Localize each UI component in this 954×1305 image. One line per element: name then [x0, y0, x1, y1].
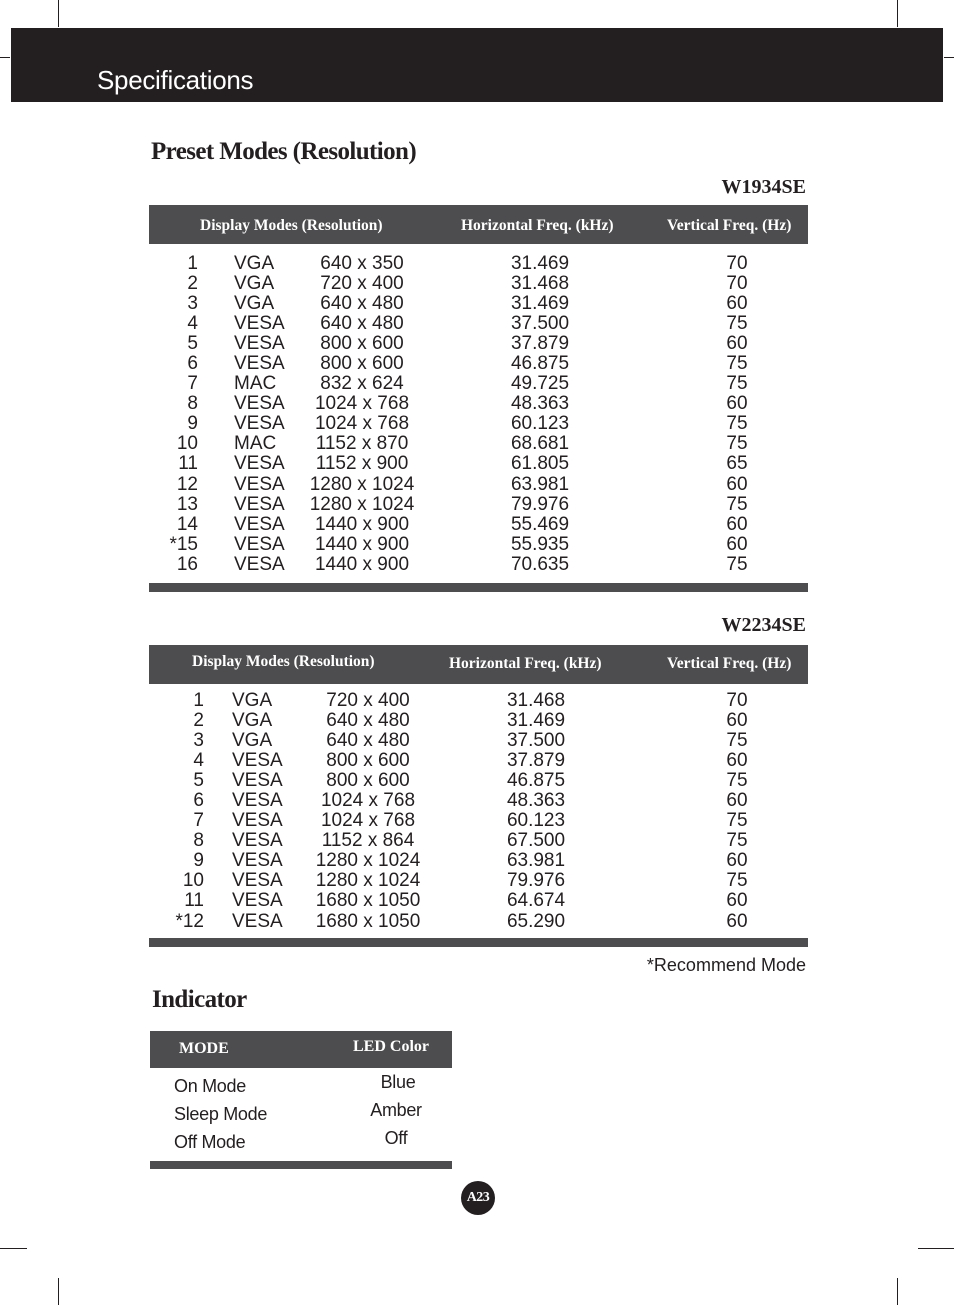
horizontal-frequency: 37.500 [506, 730, 566, 752]
mode-number: 2 [187, 273, 198, 295]
mode-number: 12 [176, 473, 198, 495]
vertical-frequency: 60 [726, 850, 748, 872]
mode-standard: VESA [232, 770, 283, 792]
indicator-footer-rule [150, 1161, 452, 1169]
column-header-mode: MODE [179, 1040, 229, 1057]
horizontal-frequency: 37.879 [506, 750, 566, 772]
mode-number: 4 [187, 313, 198, 335]
horizontal-frequency: 31.468 [506, 690, 566, 711]
table-row [149, 354, 808, 374]
indicator-title: Indicator [152, 986, 247, 1013]
column-header-vertical-freq: Vertical Freq. (Hz) [667, 217, 792, 234]
mode-standard: VGA [232, 730, 273, 752]
vertical-frequency: 60 [726, 910, 748, 932]
table-row [149, 751, 808, 771]
vertical-frequency: 75 [726, 433, 748, 455]
crop-mark [918, 1248, 954, 1249]
mode-resolution: 640 x 480 [320, 313, 404, 335]
horizontal-frequency: 63.981 [506, 850, 566, 872]
mode-resolution: 1280 x 1024 [309, 493, 415, 515]
mode-resolution: 1152 x 900 [315, 453, 409, 475]
table-row [149, 495, 808, 515]
column-header-horizontal-freq: Horizontal Freq. (kHz) [461, 217, 614, 234]
model-label: W1934SE [721, 176, 806, 198]
mode-standard: VESA [232, 890, 283, 912]
crop-mark [0, 57, 10, 58]
table-row [149, 334, 808, 354]
vertical-frequency: 60 [726, 513, 748, 535]
mode-resolution: 832 x 624 [320, 373, 404, 395]
mode-resolution: 1024 x 768 [314, 393, 410, 415]
mode-standard: VESA [234, 533, 285, 555]
table-row [149, 555, 808, 575]
table-row [149, 871, 808, 891]
mode-number: 6 [193, 790, 204, 812]
horizontal-frequency: 31.469 [510, 293, 570, 315]
mode-standard: VESA [232, 790, 283, 812]
mode-resolution: 1152 x 864 [321, 830, 415, 852]
mode-resolution: 1024 x 768 [320, 810, 416, 832]
vertical-frequency: 75 [726, 413, 748, 435]
page-number: A23 [461, 1181, 495, 1215]
mode-number: *12 [175, 910, 204, 932]
horizontal-frequency: 55.935 [510, 533, 570, 555]
column-header-display-modes: Display Modes (Resolution) [192, 653, 375, 670]
table-row [149, 691, 808, 711]
table-row [149, 771, 808, 791]
vertical-frequency: 60 [726, 890, 748, 912]
mode-number: 3 [187, 293, 198, 315]
mode-number: 7 [187, 373, 198, 395]
vertical-frequency: 75 [726, 870, 748, 892]
mode-resolution: 640 x 480 [320, 293, 404, 315]
table-row [149, 294, 808, 314]
mode-resolution: 1680 x 1050 [315, 890, 421, 912]
mode-number: 5 [187, 333, 198, 355]
indicator-led-color: Amber [370, 1100, 422, 1120]
table-row [149, 711, 808, 731]
mode-standard: MAC [234, 433, 277, 455]
table-header [149, 645, 808, 684]
vertical-frequency: 75 [726, 493, 748, 515]
table-row [149, 811, 808, 831]
table-footer-rule [149, 938, 808, 947]
vertical-frequency: 60 [726, 790, 748, 812]
mode-standard: VESA [232, 870, 283, 892]
mode-standard: VESA [232, 750, 283, 772]
mode-resolution: 800 x 600 [320, 353, 404, 375]
mode-standard: VESA [234, 313, 285, 335]
table-footer-rule [149, 583, 808, 592]
mode-resolution: 1024 x 768 [314, 413, 410, 435]
mode-number: 14 [176, 513, 198, 535]
crop-mark [0, 1248, 27, 1249]
vertical-frequency: 75 [726, 770, 748, 792]
mode-number: 7 [193, 810, 204, 832]
mode-number: 16 [176, 553, 198, 575]
mode-resolution: 640 x 350 [320, 253, 404, 274]
horizontal-frequency: 37.879 [510, 333, 570, 355]
horizontal-frequency: 49.725 [510, 373, 570, 395]
mode-standard: VGA [232, 690, 273, 711]
horizontal-frequency: 60.123 [506, 810, 566, 832]
mode-resolution: 1440 x 900 [314, 513, 410, 535]
vertical-frequency: 75 [726, 553, 748, 575]
mode-number: 4 [193, 750, 204, 772]
mode-standard: VESA [234, 493, 285, 515]
column-header-display-modes: Display Modes (Resolution) [200, 217, 383, 234]
mode-standard: VESA [234, 413, 285, 435]
mode-standard: VESA [232, 910, 283, 932]
mode-number: 9 [187, 413, 198, 435]
horizontal-frequency: 63.981 [510, 473, 570, 495]
mode-number: 10 [182, 870, 204, 892]
vertical-frequency: 65 [726, 453, 748, 475]
mode-standard: VESA [234, 513, 285, 535]
vertical-frequency: 60 [726, 393, 748, 415]
mode-number: 1 [187, 253, 198, 274]
vertical-frequency: 75 [726, 730, 748, 752]
table-row [149, 731, 808, 751]
crop-mark [944, 57, 954, 58]
table-row [149, 535, 808, 555]
table-row [149, 374, 808, 394]
mode-resolution: 720 x 400 [320, 273, 404, 295]
page-title: Specifications [97, 65, 254, 95]
vertical-frequency: 60 [726, 473, 748, 495]
mode-standard: VESA [234, 333, 285, 355]
horizontal-frequency: 68.681 [510, 433, 570, 455]
mode-standard: VESA [234, 473, 285, 495]
mode-standard: VESA [234, 393, 285, 415]
crop-mark [897, 0, 898, 27]
vertical-frequency: 60 [726, 750, 748, 772]
mode-standard: VGA [234, 253, 275, 274]
mode-standard: MAC [234, 373, 277, 395]
preset-table-w1934se [149, 254, 808, 575]
mode-resolution: 1280 x 1024 [309, 473, 415, 495]
vertical-frequency: 60 [726, 710, 748, 732]
mode-number: 10 [176, 433, 198, 455]
table-row [149, 414, 808, 434]
mode-standard: VESA [232, 850, 283, 872]
vertical-frequency: 70 [726, 690, 748, 711]
mode-standard: VGA [232, 710, 273, 732]
mode-number: 11 [178, 453, 198, 475]
horizontal-frequency: 60.123 [510, 413, 570, 435]
header-bar [11, 28, 943, 102]
indicator-mode: Off Mode [174, 1132, 246, 1152]
preset-table-w2234se [149, 691, 808, 932]
table-row [149, 891, 808, 911]
column-header-horizontal-freq: Horizontal Freq. (kHz) [449, 655, 602, 672]
table-row [149, 851, 808, 871]
mode-number: 9 [193, 850, 204, 872]
table-row [149, 434, 808, 454]
table-header [149, 205, 808, 244]
mode-number: 5 [193, 770, 204, 792]
mode-number: 2 [193, 710, 204, 732]
table-row [149, 254, 808, 274]
recommend-mode-note: *Recommend Mode [646, 955, 806, 975]
mode-resolution: 640 x 480 [326, 730, 410, 752]
mode-standard: VESA [234, 553, 285, 575]
mode-resolution: 1280 x 1024 [315, 870, 421, 892]
mode-resolution: 1680 x 1050 [315, 910, 421, 932]
preset-modes-title: Preset Modes (Resolution) [151, 138, 417, 165]
mode-number: 6 [187, 353, 198, 375]
mode-number: 1 [193, 690, 204, 711]
vertical-frequency: 70 [726, 273, 748, 295]
vertical-frequency: 60 [726, 533, 748, 555]
vertical-frequency: 75 [726, 313, 748, 335]
mode-number: 8 [193, 830, 204, 852]
vertical-frequency: 60 [726, 293, 748, 315]
horizontal-frequency: 31.469 [510, 253, 570, 274]
column-header-vertical-freq: Vertical Freq. (Hz) [667, 655, 792, 672]
horizontal-frequency: 48.363 [510, 393, 570, 415]
mode-number: *15 [169, 533, 198, 555]
mode-number: 13 [176, 493, 198, 515]
mode-standard: VGA [234, 273, 275, 295]
table-row [149, 791, 808, 811]
crop-mark [897, 1278, 898, 1305]
vertical-frequency: 75 [726, 353, 748, 375]
horizontal-frequency: 67.500 [506, 830, 566, 852]
table-row [149, 314, 808, 334]
horizontal-frequency: 55.469 [510, 513, 570, 535]
table-row [149, 475, 808, 495]
horizontal-frequency: 46.875 [510, 353, 570, 375]
mode-number: 3 [193, 730, 204, 752]
mode-standard: VGA [234, 293, 275, 315]
horizontal-frequency: 37.500 [510, 313, 570, 335]
column-header-led-color: LED Color [353, 1038, 429, 1055]
model-label: W2234SE [721, 614, 806, 636]
table-row [149, 394, 808, 414]
horizontal-frequency: 64.674 [506, 890, 566, 912]
mode-resolution: 1440 x 900 [314, 553, 410, 575]
mode-standard: VESA [234, 353, 285, 375]
indicator-mode: On Mode [174, 1076, 246, 1096]
vertical-frequency: 75 [726, 373, 748, 395]
indicator-mode: Sleep Mode [174, 1104, 268, 1124]
mode-resolution: 800 x 600 [326, 750, 410, 772]
horizontal-frequency: 79.976 [510, 493, 570, 515]
horizontal-frequency: 31.469 [506, 710, 566, 732]
indicator-led-color: Off [384, 1128, 408, 1148]
indicator-led-color: Blue [380, 1072, 416, 1092]
mode-standard: VESA [232, 810, 283, 832]
mode-resolution: 720 x 400 [326, 690, 410, 711]
horizontal-frequency: 46.875 [506, 770, 566, 792]
mode-standard: VESA [234, 453, 285, 475]
table-row [149, 454, 808, 474]
crop-mark [58, 0, 59, 27]
horizontal-frequency: 70.635 [510, 553, 570, 575]
table-row [149, 515, 808, 535]
horizontal-frequency: 79.976 [506, 870, 566, 892]
horizontal-frequency: 48.363 [506, 790, 566, 812]
vertical-frequency: 75 [726, 830, 748, 852]
vertical-frequency: 75 [726, 810, 748, 832]
mode-standard: VESA [232, 830, 283, 852]
mode-resolution: 640 x 480 [326, 710, 410, 732]
mode-resolution: 1152 x 870 [315, 433, 409, 455]
mode-resolution: 800 x 600 [320, 333, 404, 355]
table-row [149, 274, 808, 294]
vertical-frequency: 70 [726, 253, 748, 274]
mode-resolution: 800 x 600 [326, 770, 410, 792]
horizontal-frequency: 65.290 [506, 910, 566, 932]
mode-resolution: 1024 x 768 [320, 790, 416, 812]
table-row [149, 831, 808, 851]
horizontal-frequency: 61.805 [510, 453, 570, 475]
horizontal-frequency: 31.468 [510, 273, 570, 295]
mode-number: 8 [187, 393, 198, 415]
vertical-frequency: 60 [726, 333, 748, 355]
indicator-table-header [150, 1031, 452, 1068]
crop-mark [58, 1278, 59, 1305]
table-row [149, 912, 808, 932]
mode-number: 11 [184, 890, 204, 912]
mode-resolution: 1440 x 900 [314, 533, 410, 555]
mode-resolution: 1280 x 1024 [315, 850, 421, 872]
